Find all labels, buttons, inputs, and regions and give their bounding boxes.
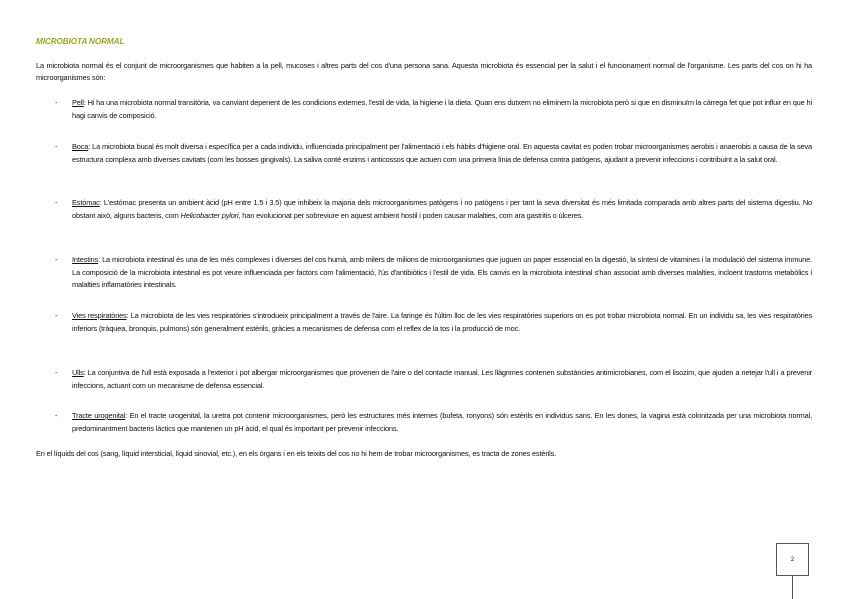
term-estomac: Estómac [72, 198, 100, 207]
item-text: : En el tracte urogenital, la uretra pot contenir microorganismes, però les estructures més internes (bufeta, ronyons) són estèrils en individus sans. En les dones, la vagina està colonitzada per una microbiota normal, predominantment bacteris làctics que mantenen un pH àcid, el qual és important per prevenir infeccions. [72, 411, 813, 433]
item-text: : L'estómac presenta un ambient àcid (pH entre 1.5 i 3.5) que inhibeix la majoria dels microorganismes patògens i no patògens i per tant la seva diversitat és més limitada comparada amb altres parts del sistema digestiu. No obstant això, alguns bacteris, com [72, 198, 812, 220]
list-item-intestins [55, 254, 812, 292]
item-text: : La microbiota de les vies respiratòries s'introdueix principalment a través de l'aire. La faringe és l'últim lloc de les vies respiratòries superiors on es pot trobar microbiota normal. En un individu sa, les vies respiratòries inferiors (tràquea, bronquis, pulmons) són generalment estèrils, gràcies a mecanismes de defensa com el reflex de la tos i la producció de moc. [72, 311, 812, 333]
list-item-tracte-urogenital [55, 410, 813, 435]
bullet-dash: - [55, 311, 58, 320]
term-pell: Pell [72, 98, 84, 107]
term-ulls: Ulls [72, 368, 84, 377]
list-item-vies-respiratories [55, 310, 812, 335]
bullet-dash: - [55, 198, 58, 207]
page-number: 2 [790, 557, 795, 563]
closing-paragraph: En el líquids del cos (sang, líquid intersticial, líquid sinovial, etc.), en els òrgans i en els teixits del cos no hi hem de trobar microorganismes, es tracta de zones estèrils. [36, 449, 557, 458]
section-heading: MICROBIOTA NORMAL [36, 37, 125, 46]
item-text: , han evolucionat per sobreviure en aquest ambient hostil i poden causar malalties, com ara gastritis o úlceres. [238, 210, 584, 220]
intro-paragraph: La microbiota normal és el conjunt de microorganismes que habiten a la pell, mucoses i altres parts del cos d'una persona sana. Aquesta microbiota és essencial per la salut i el funcionament normal de l'organisme. Les parts del cos on hi ha microorganismes són: [36, 61, 812, 82]
list-item-ulls [55, 367, 812, 392]
term-vies-respiratories: Vies respiratòries [72, 311, 127, 320]
item-text: : La conjuntiva de l'ull està exposada a l'exterior i pot albergar microorganismes que provenen de l'aire o del contacte manual. Les llàgrimes contenen substàncies antimicrobianes, com el lisozim, que ajuden a netejar l'ull i a prevenir infeccions, actuant com un mecanisme de defensa essencial. [72, 368, 812, 390]
item-text: : Hi ha una microbiota normal transitòria, va canviant depenent de les condicions externes, l'estil de vida, la higiene i la dieta. Quan ens dutxem no eliminem la microbiota però si que en disminuïm la càrrega fet que pot influir en que hi hagi canvis de composició. [72, 98, 812, 120]
bullet-dash: - [55, 255, 58, 264]
italic-species: Helicobacter pylori [180, 210, 239, 220]
list-item-estomac [55, 197, 812, 222]
term-intestins: Intestins [72, 255, 99, 264]
term-tracte-urogenital: Tracte urogenital [72, 411, 126, 420]
page-number-box [776, 543, 809, 576]
page-number-line [792, 576, 793, 599]
list-item-pell [55, 97, 812, 122]
bullet-dash: - [55, 368, 58, 377]
bullet-dash: - [55, 411, 58, 420]
item-text: : La microbiota bucal és molt diversa i específica per a cada individu, influenciada principalment per l'alimentació i els hàbits d'higiene oral. En aquesta cavitat es poden trobar microorganismes aerobis i anaerobis a causa de la seva estructura complexa amb diverses cavitats (com les bosses gingivals). La saliva conté enzims i anticossos que actuen com una primera línia de defensa contra patògens, ajudant a prevenir infeccions i contribuint a la salut oral. [72, 142, 812, 164]
item-text: : La microbiota intestinal és una de les més complexes i diverses del cos humà, amb milers de milions de microorganismes que juguen un paper essencial en la digestió, la síntesi de vitamines i la modulació del sistema immune. La composició de la microbiota intestinal es pot veure influenciada per factors com l'alimentació, l'ús d'antibiòtics i l'estil de vida. Els canvis en la microbiota intestinal s'han associat amb diverses malalties, incloent trastorns metabòlics i malalties inflamatòries intestinals. [72, 255, 812, 289]
list-item-boca [55, 141, 812, 166]
bullet-dash: - [55, 142, 58, 151]
term-boca: Boca [72, 142, 89, 151]
bullet-dash: - [55, 98, 58, 107]
